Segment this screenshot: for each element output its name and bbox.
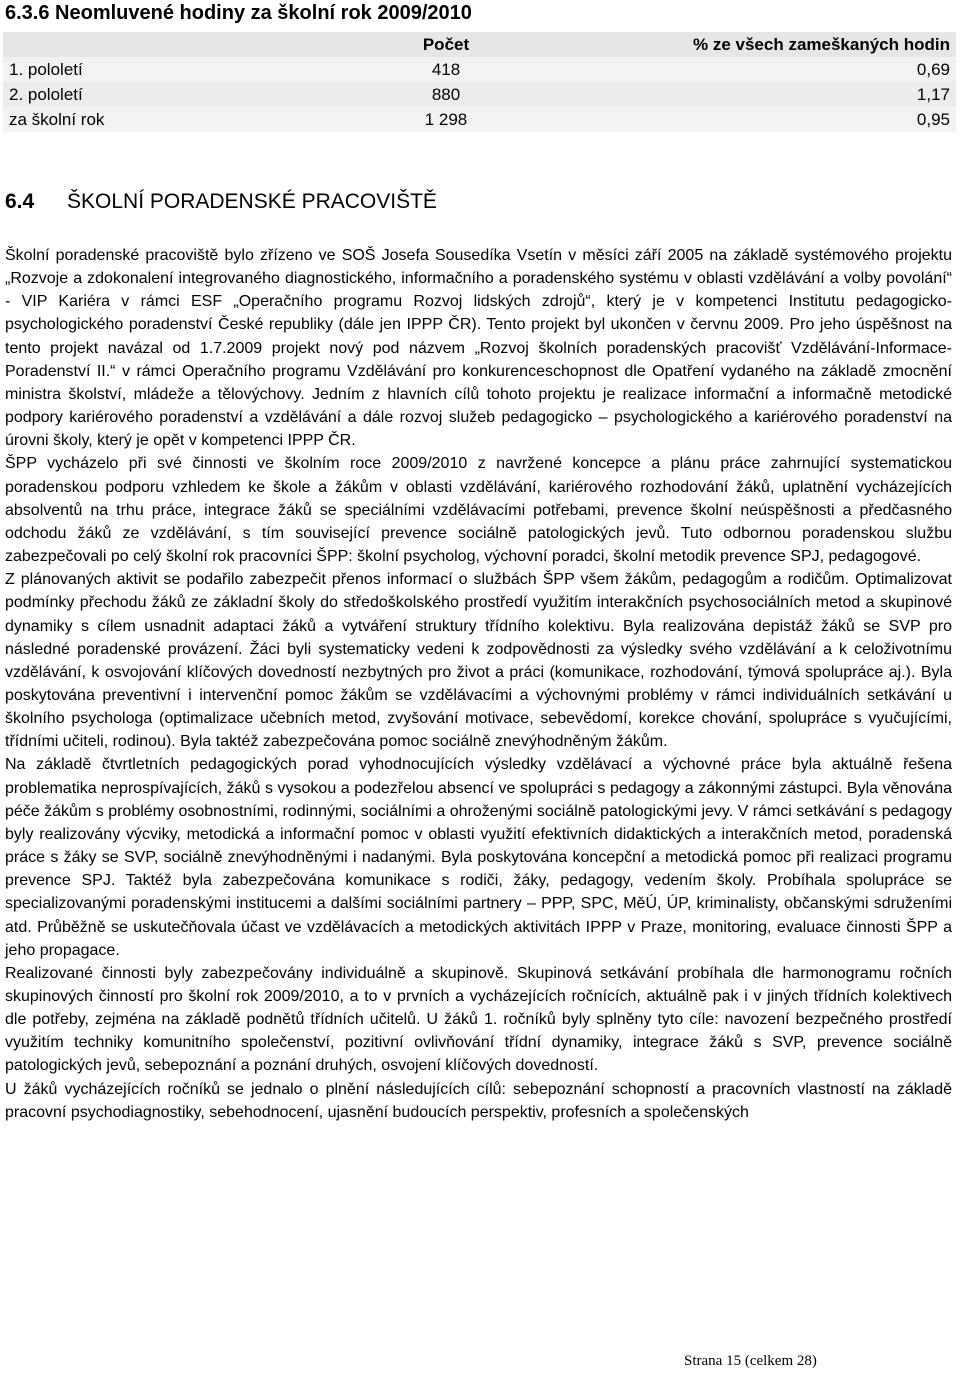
section-title: ŠKOLNÍ PORADENSKÉ PRACOVIŠTĚ bbox=[67, 190, 437, 213]
table-header-cell bbox=[3, 32, 325, 57]
unexcused-hours-table bbox=[3, 32, 956, 132]
table-header-cell: Počet bbox=[325, 32, 567, 57]
body-text bbox=[5, 244, 952, 1124]
table-row bbox=[3, 82, 956, 107]
table-header-cell: % ze všech zameškaných hodin bbox=[567, 32, 956, 57]
section-heading-6-3-6: 6.3.6 Neomluvené hodiny za školní rok 2009/2010 bbox=[5, 2, 472, 24]
section-number: 6.4 bbox=[5, 190, 35, 213]
paragraph: Na základě čtvrtletních pedagogických porad vyhodnocujících výsledky vzdělávací a výchovné práce byla aktuálně řešena problematika neprospívajících, žáků s vysokou a podezřelou absencí ve spolupráci s pedagogy a zákonnými zástupci. Byla věnována péče žákům s problémy osobnostními, rodinnými, sociálními a ohroženými sociálně patologickými jevy. V rámci setkávání s pedagogy byly realizovány výcviky, metodická a informační pomoc v oblasti využití efektivních didaktických a interakčních metod, poradenská práce s žáky se SVP, sociálně znevýhodněnými i nadanými. Byla poskytována koncepční a metodická pomoc při realizaci programu prevence SPJ. Taktéž byla zabezpečována komunikace s rodiči, žáky, pedagogy, vedením školy. Probíhala spolupráce se specializovanými poradenskými institucemi a dalšími sociálními partnery – PPP, SPC, MěÚ, ÚP, kriminalisty, občanskými sdruženími atd. Průběžně se uskutečňovala účast ve vzdělávacích a metodických aktivitách IPPP v Praze, monitoring, evaluace činnosti ŠPP a jeho propagace. bbox=[5, 756, 952, 959]
paragraph: ŠPP vycházelo při své činnosti ve školním roce 2009/2010 z navržené koncepce a plánu práce zahrnující systematickou poradenskou podporu vzhledem ke škole a žákům v oblasti vzdělávání, kariérového rozhodování žáků, uplatnění vycházejících absolventů na trhu práce, integrace žáků se speciálními vzdělávacími potřebami, prevence školní neúspěšnosti a předčasného odchodu žáků ze vzdělávání, s tím související prevence sociálně patologických jevů. Tuto odbornou poradenskou službu zabezpečovali po celý školní rok pracovníci ŠPP: školní psycholog, výchovní poradci, školní metodik prevence SPJ, pedagogové. bbox=[5, 455, 952, 566]
table-cell: 880 bbox=[325, 82, 567, 107]
table-cell: 0,95 bbox=[567, 107, 956, 132]
table-header-row bbox=[3, 32, 956, 57]
paragraph: Realizované činnosti byly zabezpečovány individuálně a skupinově. Skupinová setkávání probíhala dle harmonogramu ročních skupinových činností pro školní rok 2009/2010, a to v prvních a vycházejících ročnících, aktuálně pak i v jiných třídních kolektivech dle potřeby, zejména na základě podnětů třídních učitelů. U žáků 1. ročníků byly splněny tyto cíle: navození bezpečného prostředí využitím techniky komunitního společenství, pozitivní ovlivňování třídní dynamiky, integrace žáků s SVP, prevence sociálně patologických jevů, sebepoznání a poznání druhých, osvojení klíčových dovedností. bbox=[5, 964, 952, 1075]
table-cell: 1,17 bbox=[567, 82, 956, 107]
table-row bbox=[3, 57, 956, 82]
paragraph: Školní poradenské pracoviště bylo zřízeno ve SOŠ Josefa Sousedíka Vsetín v měsíci září 2005 na základě systémového projektu „Rozvoje a zdokonalení integrovaného diagnostického, informačního a poradenského systému v oblasti vzdělávání a volby povolání“ - VIP Kariéra v rámci ESF „Operačního programu Rozvoj lidských zdrojů“, který je v kompetenci Institutu pedagogicko-psychologického poradenství České republiky (dále jen IPPP ČR). Tento projekt byl ukončen v červnu 2009. Pro jeho úspěšnost na tento projekt navázal od 1.7.2009 projekt nový pod názvem „Rozvoj školních poradenských pracovišť Vzdělávání-Informace-Poradenství II.“ v rámci Operačního programu Vzdělávání pro konkurenceschopnost dle Opatření vydaného na základě zmocnění ministra školství, mládeže a tělovýchovy. Jedním z hlavních cílů tohoto projektu je realizace informační a informačně metodické podpory kariérového poradenství a vzdělávání a dále rozvoj služeb pedagogicko – psychologického a kariérového poradenství na úrovni školy, který je opět v kompetenci IPPP ČR. bbox=[5, 247, 952, 450]
table-cell: 0,69 bbox=[567, 57, 956, 82]
table-cell: 2. pololetí bbox=[3, 82, 325, 107]
table-cell: 1. pololetí bbox=[3, 57, 325, 82]
page-footer: Strana 15 (celkem 28) bbox=[684, 1353, 817, 1369]
section-heading-6-4 bbox=[5, 190, 437, 214]
paragraph: Z plánovaných aktivit se podařilo zabezpečit přenos informací o službách ŠPP všem žákům, pedagogům a rodičům. Optimalizovat podmínky přechodu žáků ze základní školy do středoškolského prostředí využitím interakčních psychosociálních metod a skupinové dynamiky s cílem usnadnit adaptaci žáků a vytváření struktury třídního kolektivu. Byla realizována depistáž žáků se SVP pro následné poradenské provázení. Žáci byli systematicky vedeni k zodpovědnosti za výsledky svého vzdělávání a k celoživotnímu vzdělávání, k osvojování klíčových dovedností nezbytných pro život a práci (komunikace, rozhodování, týmová spolupráce aj.). Byla poskytována preventivní i intervenční pomoc žákům se vzdělávacími a výchovnými problémy v rámci individuálních setkávání u školního psychologa (optimalizace učebních metod, zvyšování motivace, sebevědomí, korekce chování, spolupráce s vyučujícími, třídními učiteli, rodinou). Byla taktéž zabezpečována pomoc sociálně znevýhodněným žákům. bbox=[5, 571, 952, 751]
paragraph: U žáků vycházejících ročníků se jednalo o plnění následujících cílů: sebepoznání schopností a pracovních vlastností na základě pracovní psychodiagnostiky, sebehodnocení, ujasnění budoucích perspektiv, profesních a společenských bbox=[5, 1080, 952, 1121]
table-cell: 1 298 bbox=[325, 107, 567, 132]
table-cell: 418 bbox=[325, 57, 567, 82]
table-row bbox=[3, 107, 956, 132]
table-cell: za školní rok bbox=[3, 107, 325, 132]
